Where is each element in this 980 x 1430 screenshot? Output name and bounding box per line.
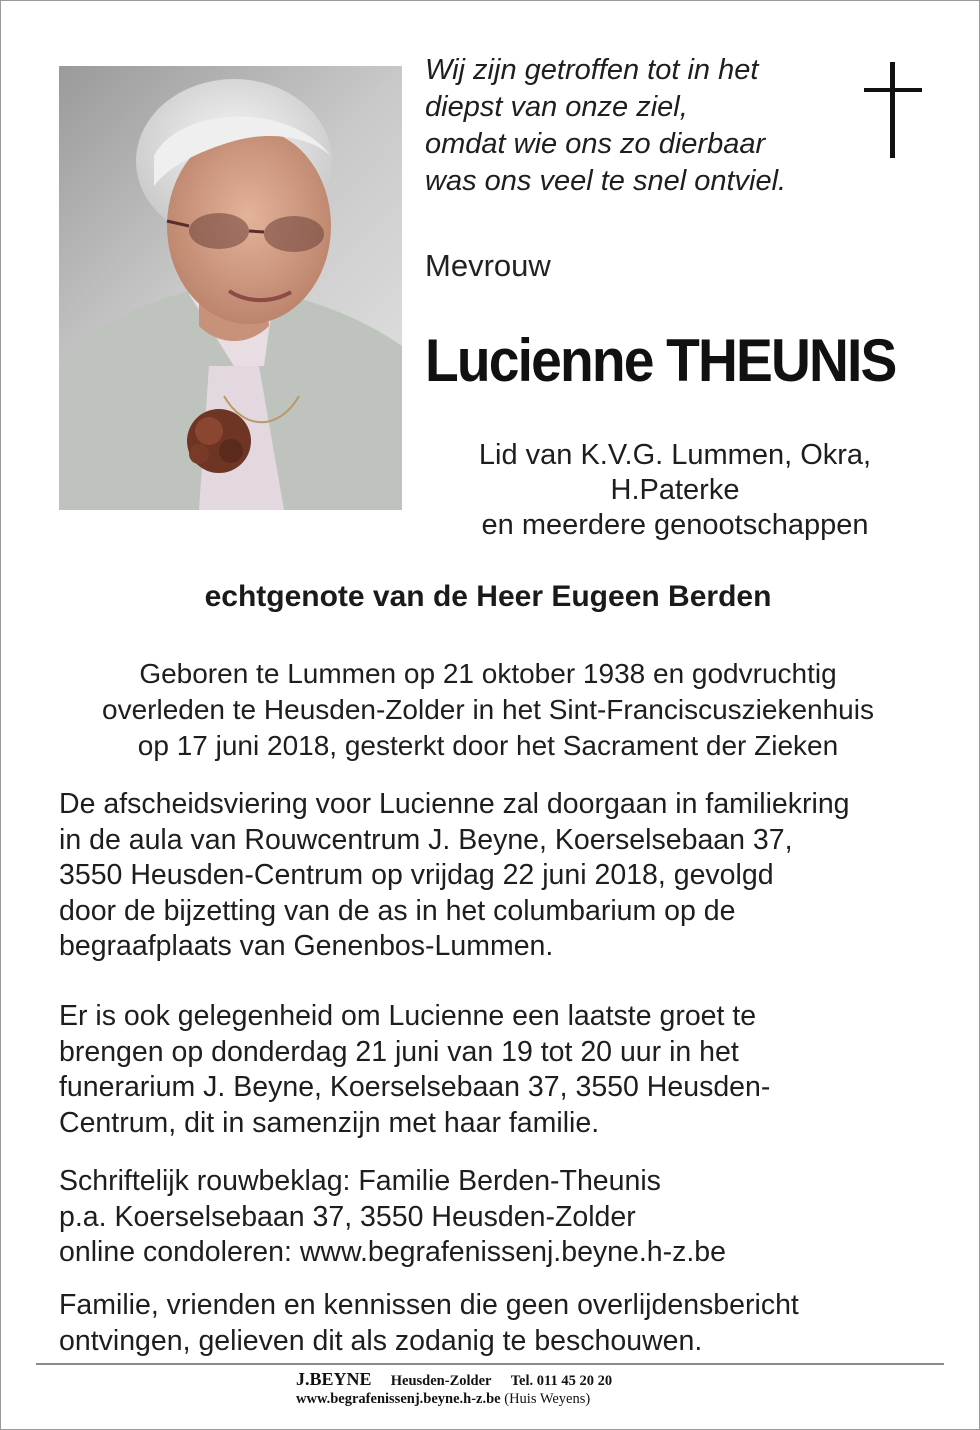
funeral-home-brand: J.BEYNE bbox=[296, 1369, 372, 1389]
footer-divider bbox=[36, 1363, 944, 1365]
funeral-home-location: Heusden-Zolder bbox=[390, 1373, 492, 1389]
visitation-paragraph bbox=[59, 999, 939, 1141]
paragraph-line: 3550 Heusden-Centrum op vrijdag 22 juni 2018, gevolgd bbox=[59, 859, 774, 891]
membership-info bbox=[440, 438, 910, 543]
paragraph-line: funerarium J. Beyne, Koerselsebaan 37, 3550 Heusden- bbox=[59, 1071, 771, 1103]
paragraph-line: ontvingen, gelieven dit als zodanig te beschouwen. bbox=[59, 1324, 703, 1357]
paragraph-line: Centrum, dit in samenzijn met haar familie. bbox=[59, 1106, 600, 1139]
paragraph-line: brengen op donderdag 21 juni van 19 tot 20 uur in het bbox=[59, 1035, 739, 1068]
membership-line: H.Paterke bbox=[610, 474, 740, 506]
spouse-line: echtgenote van de Heer Eugeen Berden bbox=[204, 580, 772, 613]
salutation: Mevrouw bbox=[425, 248, 551, 283]
cross-icon bbox=[864, 62, 922, 158]
paragraph-line: De afscheidsviering voor Lucienne zal doorgaan in familiekring bbox=[59, 788, 850, 820]
poem-line: diepst van onze ziel, bbox=[425, 91, 688, 123]
birth-death-info bbox=[20, 656, 956, 764]
poem-line: was ons veel te snel ontviel. bbox=[425, 165, 787, 197]
paragraph-line: Er is ook gelegenheid om Lucienne een laatste groet te bbox=[59, 1000, 757, 1032]
paragraph-line: door de bijzetting van de as in het columbarium op de bbox=[59, 894, 736, 927]
birth-death-line: op 17 juni 2018, gesterkt door het Sacrament der Zieken bbox=[137, 730, 839, 761]
poem-line: omdat wie ons zo dierbaar bbox=[425, 128, 766, 160]
funeral-home-note: (Huis Weyens) bbox=[504, 1391, 591, 1407]
birth-death-line: Geboren te Lummen op 21 oktober 1938 en godvruchtig bbox=[139, 658, 837, 689]
funeral-home-phone: Tel. 011 45 20 20 bbox=[510, 1373, 613, 1389]
membership-line: Lid van K.V.G. Lummen, Okra, bbox=[478, 439, 872, 471]
notice-paragraph bbox=[59, 1288, 939, 1359]
condolences-paragraph bbox=[59, 1164, 939, 1271]
deceased-name: Lucienne THEUNIS bbox=[425, 327, 896, 394]
membership-line: en meerdere genootschappen bbox=[481, 509, 869, 541]
funeral-home-footer bbox=[296, 1370, 612, 1408]
paragraph-line: begraafplaats van Genenbos-Lummen. bbox=[59, 930, 554, 962]
condolence-website-link[interactable]: online condoleren: www.begrafenissenj.beyne.h-z.be bbox=[59, 1236, 727, 1268]
paragraph-line: p.a. Koerselsebaan 37, 3550 Heusden-Zolder bbox=[59, 1200, 636, 1233]
paragraph-line: Familie, vrienden en kennissen die geen overlijdensbericht bbox=[59, 1289, 799, 1321]
portrait-photo bbox=[59, 66, 402, 510]
poem-line: Wij zijn getroffen tot in het bbox=[425, 54, 759, 86]
funeral-home-website[interactable]: www.begrafenissenj.beyne.h-z.be bbox=[296, 1391, 501, 1407]
birth-death-line: overleden te Heusden-Zolder in het Sint-Franciscusziekenhuis bbox=[102, 694, 874, 725]
poem-verse bbox=[425, 52, 845, 200]
paragraph-line: Schriftelijk rouwbeklag: Familie Berden-Theunis bbox=[59, 1165, 661, 1197]
ceremony-paragraph bbox=[59, 787, 939, 965]
paragraph-line: in de aula van Rouwcentrum J. Beyne, Koerselsebaan 37, bbox=[59, 823, 793, 856]
